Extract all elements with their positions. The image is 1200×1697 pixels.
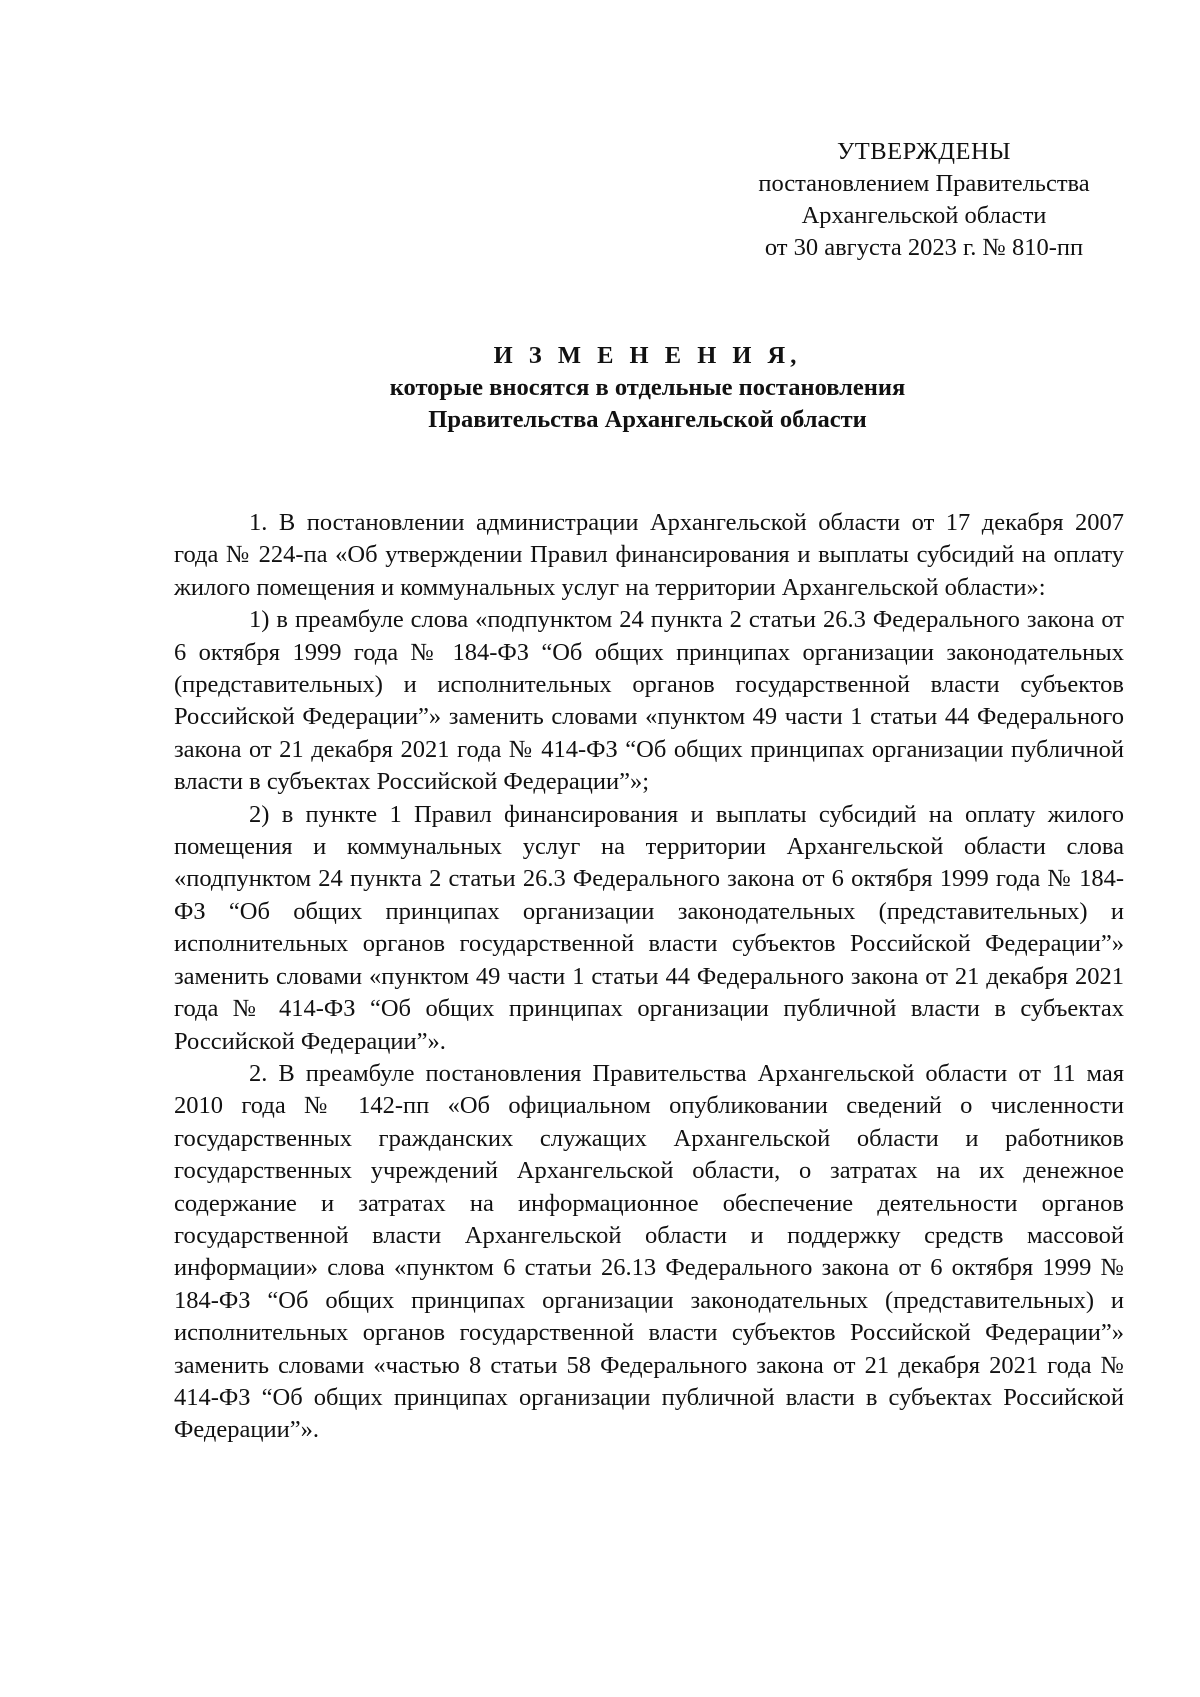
title-line-government: Правительства Архангельской области: [428, 406, 867, 433]
document-body: [174, 507, 1124, 1447]
approval-heading: УТВЕРЖДЕНЫ: [836, 138, 1012, 165]
document-title: [170, 340, 1125, 436]
title-line-changes: И З М Е Н Е Н И Я,: [493, 342, 802, 369]
paragraph-1-2: 2) в пункте 1 Правил финансирования и выплаты субсидий на оплату жилого помещения и коммунальных услуг на территории Архангельской области слова «подпунктом 24 пункта 2 статьи 26.3 Федерального закона от 6 октября 1999 года № 184-ФЗ “Об общих принципах организации законодательных (представительных) и исполнительных органов государственной власти субъектов Российской Федерации”» заменить словами «пунктом 49 части 1 статьи 44 Федерального закона от 21 декабря 2021 года № 414-ФЗ “Об общих принципах организации публичной власти в субъектах Российской Федерации”».: [174, 800, 1124, 1055]
paragraph-1-1: 1) в преамбуле слова «подпунктом 24 пункта 2 статьи 26.3 Федерального закона от 6 октября 1999 года № 184-ФЗ “Об общих принципах организации законодательных (представительных) и исполнительных органов государственной власти субъектов Российской Федерации”» заменить словами «пунктом 49 части 1 статьи 44 Федерального закона от 21 декабря 2021 года № 414-ФЗ “Об общих принципах организации публичной власти в субъектах Российской Федерации”»;: [174, 606, 1124, 796]
approval-line-date: от 30 августа 2023 г. № 810-пп: [764, 234, 1084, 261]
paragraph-2: 2. В преамбуле постановления Правительства Архангельской области от 11 мая 2010 года № 142-пп «Об официальном опубликовании сведений о численности государственных гражданских служащих Архангельской области и работников государственных учреждений Архангельской области, о затратах на их денежное содержание и затратах на информационное обеспечение деятельности органов государственной власти Архангельской области и поддержку средств массовой информации» слова «пунктом 6 статьи 26.13 Федерального закона от 6 октября 1999 № 184-ФЗ “Об общих принципах организации законодательных (представительных) и исполнительных органов государственной власти субъектов Российской Федерации”» заменить словами «частью 8 статьи 58 Федерального закона от 21 декабря 2021 года № 414-ФЗ “Об общих принципах организации публичной власти в субъектах Российской Федерации”».: [174, 1059, 1124, 1444]
approval-line-region: Архангельской области: [801, 202, 1047, 229]
approval-line-decree: постановлением Правительства: [758, 170, 1090, 197]
paragraph-1: 1. В постановлении администрации Архангельской области от 17 декабря 2007 года № 224-па «Об утверждении Правил финансирования и выплаты субсидий на оплату жилого помещения и коммунальных услуг на территории Архангельской области»:: [174, 509, 1124, 601]
title-line-subject: которые вносятся в отдельные постановления: [389, 374, 906, 401]
approval-stamp-block: [724, 136, 1124, 264]
